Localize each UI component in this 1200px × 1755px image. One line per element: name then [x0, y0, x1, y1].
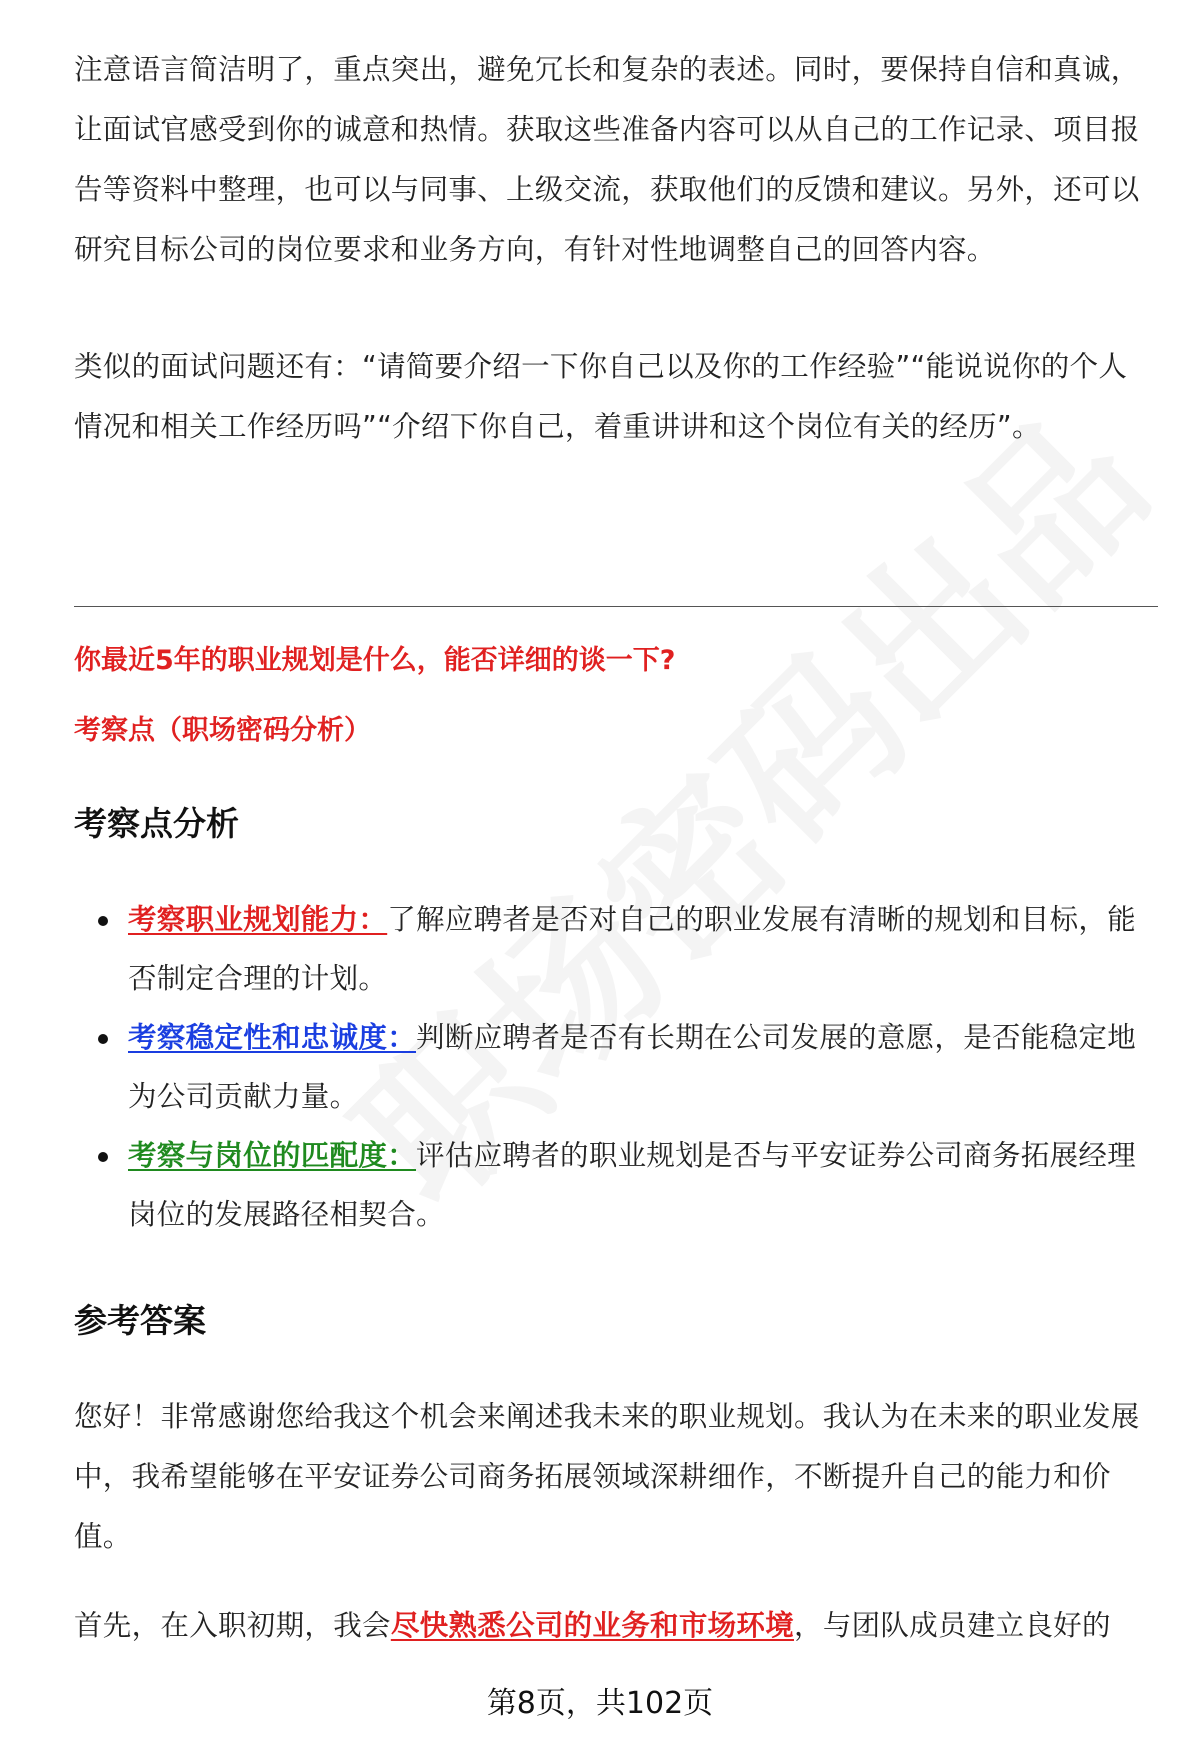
analysis-item-stability	[128, 1008, 1148, 1126]
analysis-item-text: 判断应聘者是否有长期在公司发展的意愿，是否能稳定地为公司贡献力量。	[128, 1021, 1137, 1113]
analysis-item-key: 考察与岗位的匹配度：	[128, 1139, 417, 1172]
bullet-dot-icon	[98, 1152, 108, 1162]
analysis-list	[0, 890, 1200, 1244]
bullet-dot-icon	[98, 1034, 108, 1044]
bullet-dot-icon	[98, 916, 108, 926]
analysis-item-key: 考察稳定性和忠诚度：	[128, 1021, 417, 1054]
analysis-item-career-planning	[128, 890, 1148, 1008]
paragraph-similar-questions: 类似的面试问题还有：“请简要介绍一下你自己以及你的工作经验”“能说说你的个人情况和相关工作经历吗”“介绍下你自己，着重讲讲和这个岗位有关的经历”。	[74, 350, 1128, 443]
section-divider	[74, 606, 1158, 607]
analysis-heading: 考察点分析	[74, 804, 239, 843]
analysis-item-text: 评估应聘者的职业规划是否与平安证券公司商务拓展经理岗位的发展路径相契合。	[128, 1139, 1137, 1231]
analysis-item-job-fit	[128, 1126, 1148, 1244]
answer-emphasis: 尽快熟悉公司的业务和市场环境	[390, 1609, 795, 1642]
answer-text-before: 首先，在入职初期，我会	[74, 1609, 391, 1642]
analysis-item-key: 考察职业规划能力：	[128, 903, 388, 936]
question-title: 你最近5年的职业规划是什么，能否详细的谈一下?	[74, 645, 676, 676]
analysis-item-text: 了解应聘者是否对自己的职业发展有清晰的规划和目标，能否制定合理的计划。	[128, 903, 1137, 995]
paragraph-preparation-tips: 注意语言简洁明了，重点突出，避免冗长和复杂的表述。同时，要保持自信和真诚，让面试官感受到你的诚意和热情。获取这些准备内容可以从自己的工作记录、项目报告等资料中整理，也可以与同事、上级交流，获取他们的反馈和建议。另外，还可以研究目标公司的岗位要求和业务方向，有针对性地调整自己的回答内容。	[74, 53, 1140, 266]
question-subtitle: 考察点（职场密码分析）	[74, 715, 371, 746]
answer-heading: 参考答案	[74, 1301, 206, 1340]
answer-paragraph-first-step	[74, 1596, 1154, 1656]
answer-text-after: ，与团队成员建立良好的	[794, 1609, 1111, 1642]
answer-paragraph-intro: 您好！非常感谢您给我这个机会来阐述我未来的职业规划。我认为在未来的职业发展中，我希望能够在平安证券公司商务拓展领域深耕细作，不断提升自己的能力和价值。	[74, 1400, 1140, 1553]
page-number: 第8页，共102页	[486, 1686, 714, 1721]
